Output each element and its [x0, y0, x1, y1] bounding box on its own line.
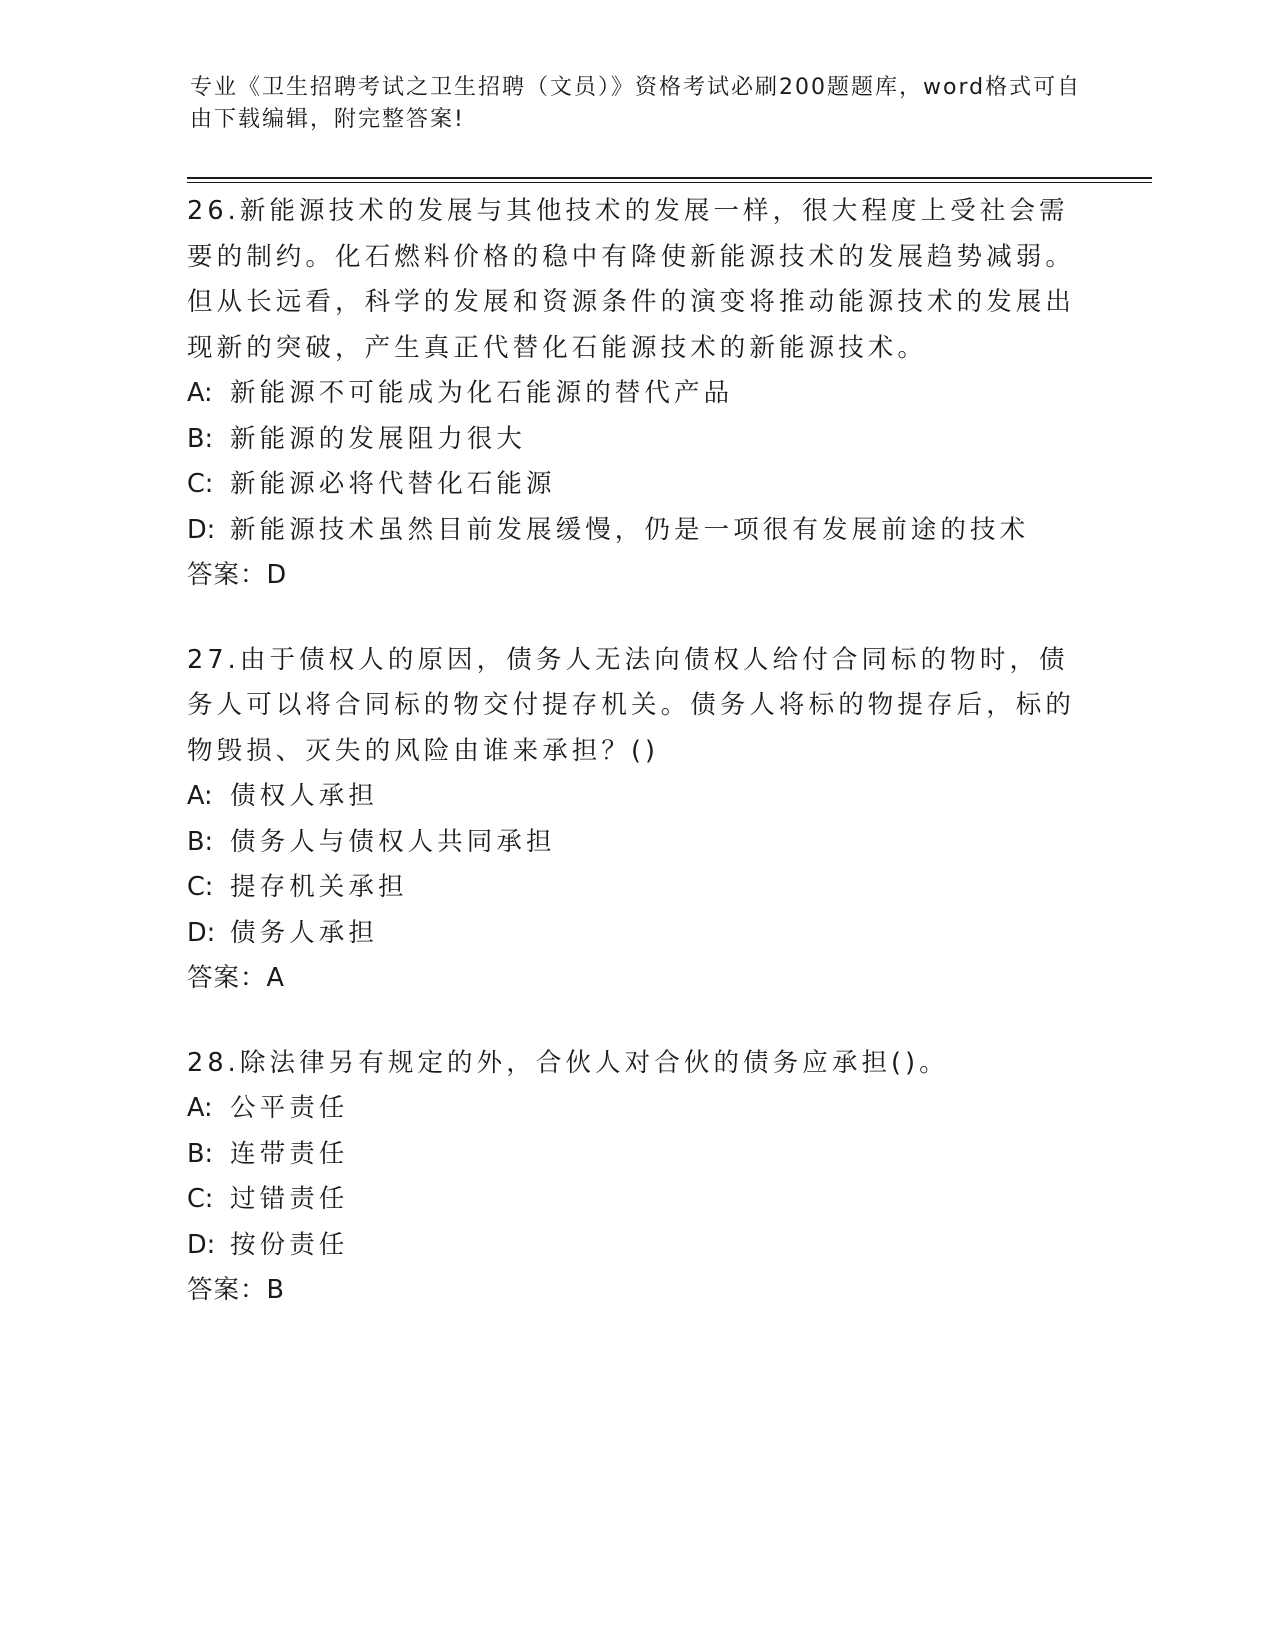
- option-letter: C:: [187, 872, 214, 902]
- question-stem: 28.除法律另有规定的外，合伙人对合伙的债务应承担()。: [187, 1047, 949, 1078]
- option-text: 过错责任: [230, 1184, 349, 1214]
- option-d: [187, 508, 1077, 554]
- question-stem: 27.由于债权人的原因，债务人无法向债权人给付合同标的物时，债务人可以将合同标的物交付提存机关。债务人将标的物提存后，标的物毁损、灭失的风险由谁来承担？(): [187, 644, 1076, 766]
- option-letter: A:: [187, 378, 213, 408]
- option-letter: C:: [187, 1184, 214, 1214]
- option-letter: D:: [187, 514, 216, 545]
- answer: 答案：B: [187, 1275, 285, 1305]
- option-text: 新能源不可能成为化石能源的替代产品: [230, 378, 734, 408]
- option-a: [187, 371, 1077, 417]
- option-letter: A:: [187, 1093, 213, 1123]
- question-28: [187, 1041, 1077, 1314]
- option-letter: D:: [187, 1229, 216, 1260]
- option-b: [187, 1132, 1077, 1178]
- question-26: [187, 189, 1077, 599]
- option-d: [187, 911, 1077, 957]
- document-header: [190, 72, 1090, 136]
- header-divider-thick: [187, 177, 1152, 179]
- option-letter: B:: [187, 423, 214, 454]
- option-letter: B:: [187, 826, 214, 857]
- question-list: [187, 189, 1077, 1353]
- option-b: [187, 820, 1077, 866]
- question-27: [187, 638, 1077, 1002]
- answer: 答案：D: [187, 560, 288, 590]
- option-text: 债权人承担: [230, 781, 379, 811]
- header-divider-thin: [187, 182, 1152, 183]
- option-text: 债务人与债权人共同承担: [230, 826, 556, 857]
- option-text: 新能源必将代替化石能源: [230, 469, 556, 499]
- option-letter: B:: [187, 1138, 214, 1169]
- option-a: [187, 774, 1077, 820]
- option-letter: A:: [187, 781, 213, 811]
- option-text: 新能源技术虽然目前发展缓慢，仍是一项很有发展前途的技术: [230, 514, 1030, 545]
- option-text: 新能源的发展阻力很大: [230, 423, 527, 454]
- option-letter: D:: [187, 917, 216, 948]
- option-c: [187, 865, 1077, 911]
- option-text: 连带责任: [230, 1138, 349, 1169]
- question-stem: 26.新能源技术的发展与其他技术的发展一样，很大程度上受社会需要的制约。化石燃料价格的稳中有降使新能源技术的发展趋势减弱。但从长远看，科学的发展和资源条件的演变将推动能源技术的发展出现新的突破，产生真正代替化石能源技术的新能源技术。: [187, 196, 1076, 363]
- header-title: 专业《卫生招聘考试之卫生招聘（文员）》资格考试必刷200题题库，word格式可自由下载编辑，附完整答案!: [190, 75, 1082, 132]
- option-text: 按份责任: [230, 1229, 349, 1260]
- option-text: 债务人承担: [230, 917, 379, 948]
- option-a: [187, 1086, 1077, 1132]
- option-b: [187, 417, 1077, 463]
- answer: 答案：A: [187, 963, 285, 993]
- option-c: [187, 462, 1077, 508]
- option-c: [187, 1177, 1077, 1223]
- option-text: 公平责任: [230, 1093, 349, 1123]
- option-d: [187, 1223, 1077, 1269]
- option-letter: C:: [187, 469, 214, 499]
- option-text: 提存机关承担: [230, 872, 408, 902]
